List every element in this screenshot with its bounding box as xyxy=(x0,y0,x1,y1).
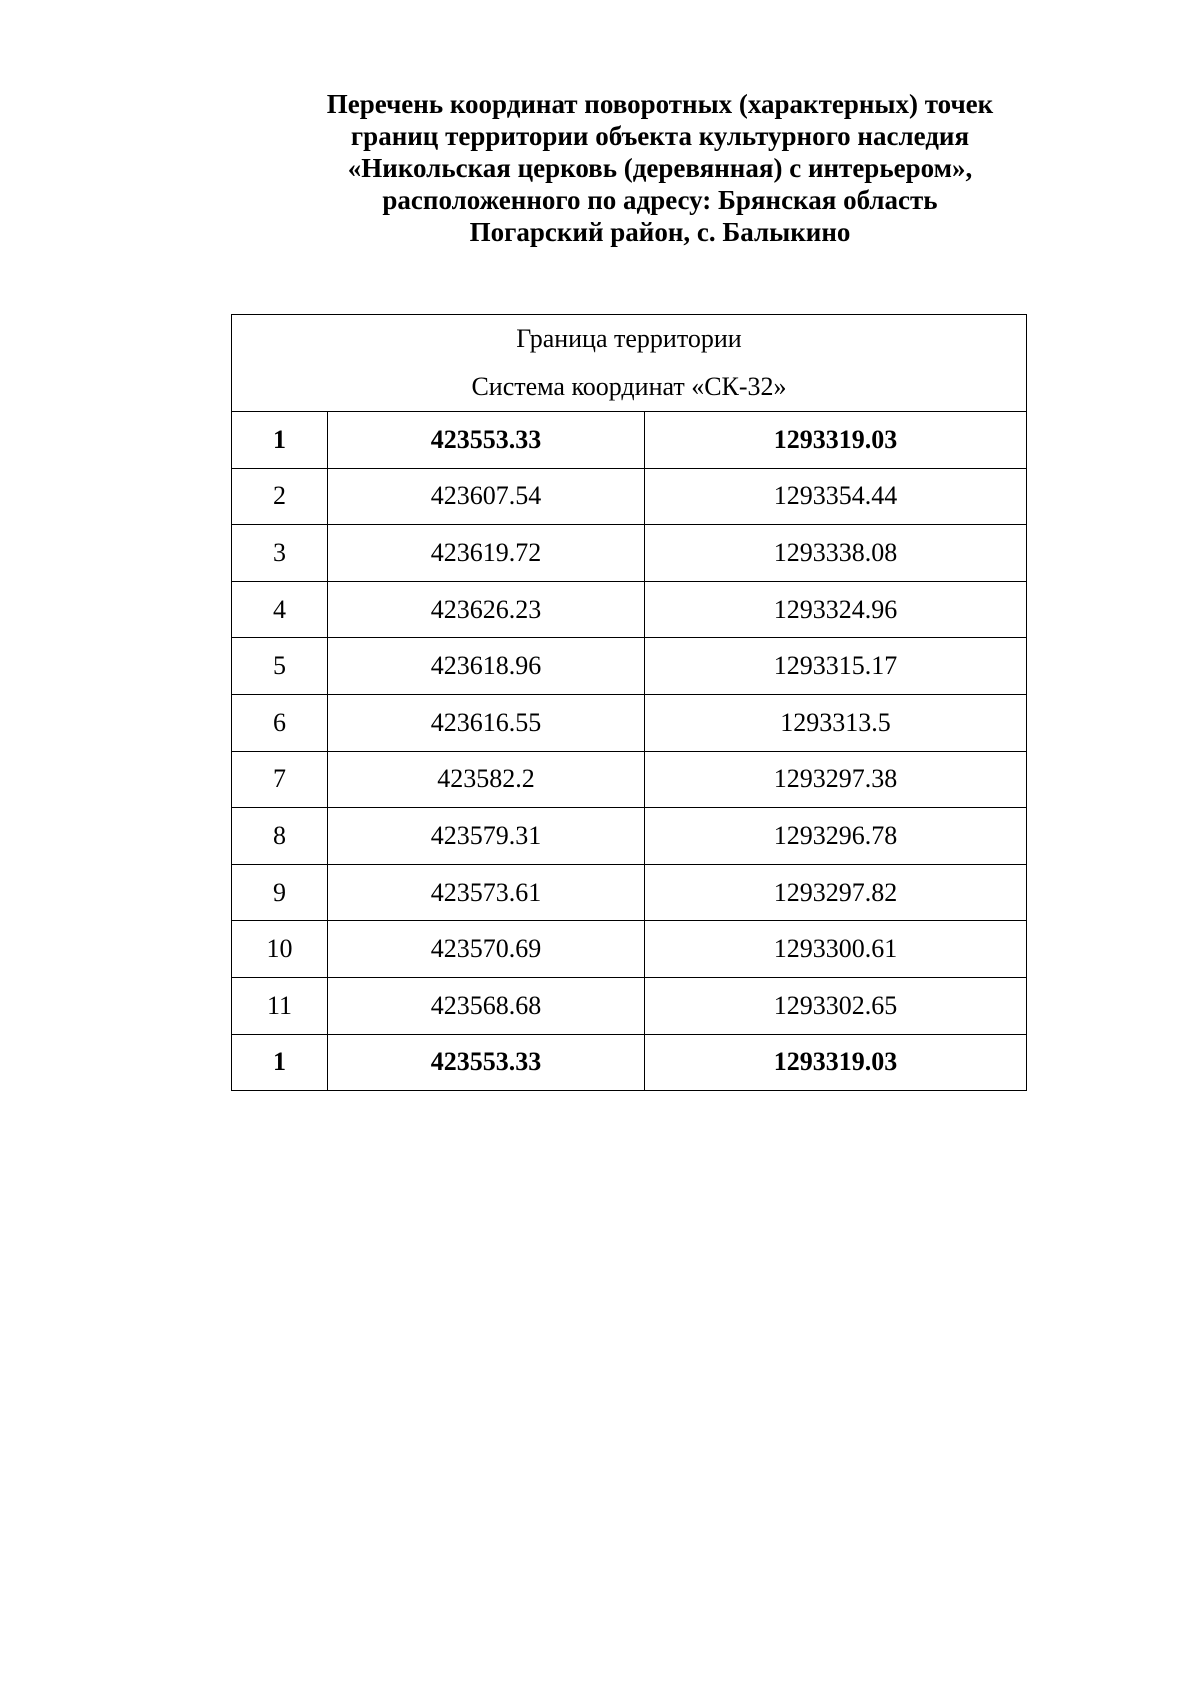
table-row xyxy=(232,977,1027,1034)
document-title xyxy=(300,88,1020,248)
header-boundary-label: Граница территории xyxy=(516,324,742,353)
point-number-cell: 4 xyxy=(232,581,328,638)
y-coordinate-cell: 1293324.96 xyxy=(645,581,1027,638)
x-coordinate-cell: 423568.68 xyxy=(328,977,645,1034)
coordinates-table xyxy=(231,314,1027,1091)
table-row xyxy=(232,638,1027,695)
point-number-cell: 3 xyxy=(232,525,328,582)
y-coordinate-cell: 1293315.17 xyxy=(645,638,1027,695)
y-coordinate-cell: 1293313.5 xyxy=(645,694,1027,751)
x-coordinate-cell: 423579.31 xyxy=(328,808,645,865)
title-line: Перечень координат поворотных (характерных) точек xyxy=(326,89,994,119)
table-row xyxy=(232,751,1027,808)
y-coordinate-cell: 1293302.65 xyxy=(645,977,1027,1034)
table-row xyxy=(232,808,1027,865)
x-coordinate-cell: 423553.33 xyxy=(328,412,645,469)
x-coordinate-cell: 423573.61 xyxy=(328,864,645,921)
point-number-cell: 1 xyxy=(232,412,328,469)
y-coordinate-cell: 1293338.08 xyxy=(645,525,1027,582)
point-number-cell: 8 xyxy=(232,808,328,865)
point-number-cell: 2 xyxy=(232,468,328,525)
point-number-cell: 11 xyxy=(232,977,328,1034)
point-number-cell: 7 xyxy=(232,751,328,808)
x-coordinate-cell: 423626.23 xyxy=(328,581,645,638)
table-row xyxy=(232,694,1027,751)
y-coordinate-cell: 1293319.03 xyxy=(645,412,1027,469)
table-header-row xyxy=(232,315,1027,412)
y-coordinate-cell: 1293296.78 xyxy=(645,808,1027,865)
title-line: расположенного по адресу: Брянская область xyxy=(382,185,938,215)
x-coordinate-cell: 423616.55 xyxy=(328,694,645,751)
x-coordinate-cell: 423570.69 xyxy=(328,921,645,978)
table-row xyxy=(232,581,1027,638)
point-number-cell: 10 xyxy=(232,921,328,978)
x-coordinate-cell: 423582.2 xyxy=(328,751,645,808)
y-coordinate-cell: 1293319.03 xyxy=(645,1034,1027,1091)
y-coordinate-cell: 1293354.44 xyxy=(645,468,1027,525)
table-row xyxy=(232,525,1027,582)
table-row xyxy=(232,864,1027,921)
y-coordinate-cell: 1293297.82 xyxy=(645,864,1027,921)
x-coordinate-cell: 423618.96 xyxy=(328,638,645,695)
point-number-cell: 6 xyxy=(232,694,328,751)
point-number-cell: 1 xyxy=(232,1034,328,1091)
title-line: Погарский район, с. Балыкино xyxy=(469,217,851,247)
y-coordinate-cell: 1293297.38 xyxy=(645,751,1027,808)
y-coordinate-cell: 1293300.61 xyxy=(645,921,1027,978)
x-coordinate-cell: 423607.54 xyxy=(328,468,645,525)
x-coordinate-cell: 423553.33 xyxy=(328,1034,645,1091)
point-number-cell: 9 xyxy=(232,864,328,921)
header-coordinate-system: Система координат «СК-32» xyxy=(471,372,787,401)
x-coordinate-cell: 423619.72 xyxy=(328,525,645,582)
table-row xyxy=(232,1034,1027,1091)
table-row xyxy=(232,921,1027,978)
table-row xyxy=(232,412,1027,469)
table-row xyxy=(232,468,1027,525)
title-line: «Никольская церковь (деревянная) с интерьером», xyxy=(347,153,973,183)
table-header xyxy=(232,315,1027,412)
title-line: границ территории объекта культурного наследия xyxy=(350,121,970,151)
point-number-cell: 5 xyxy=(232,638,328,695)
